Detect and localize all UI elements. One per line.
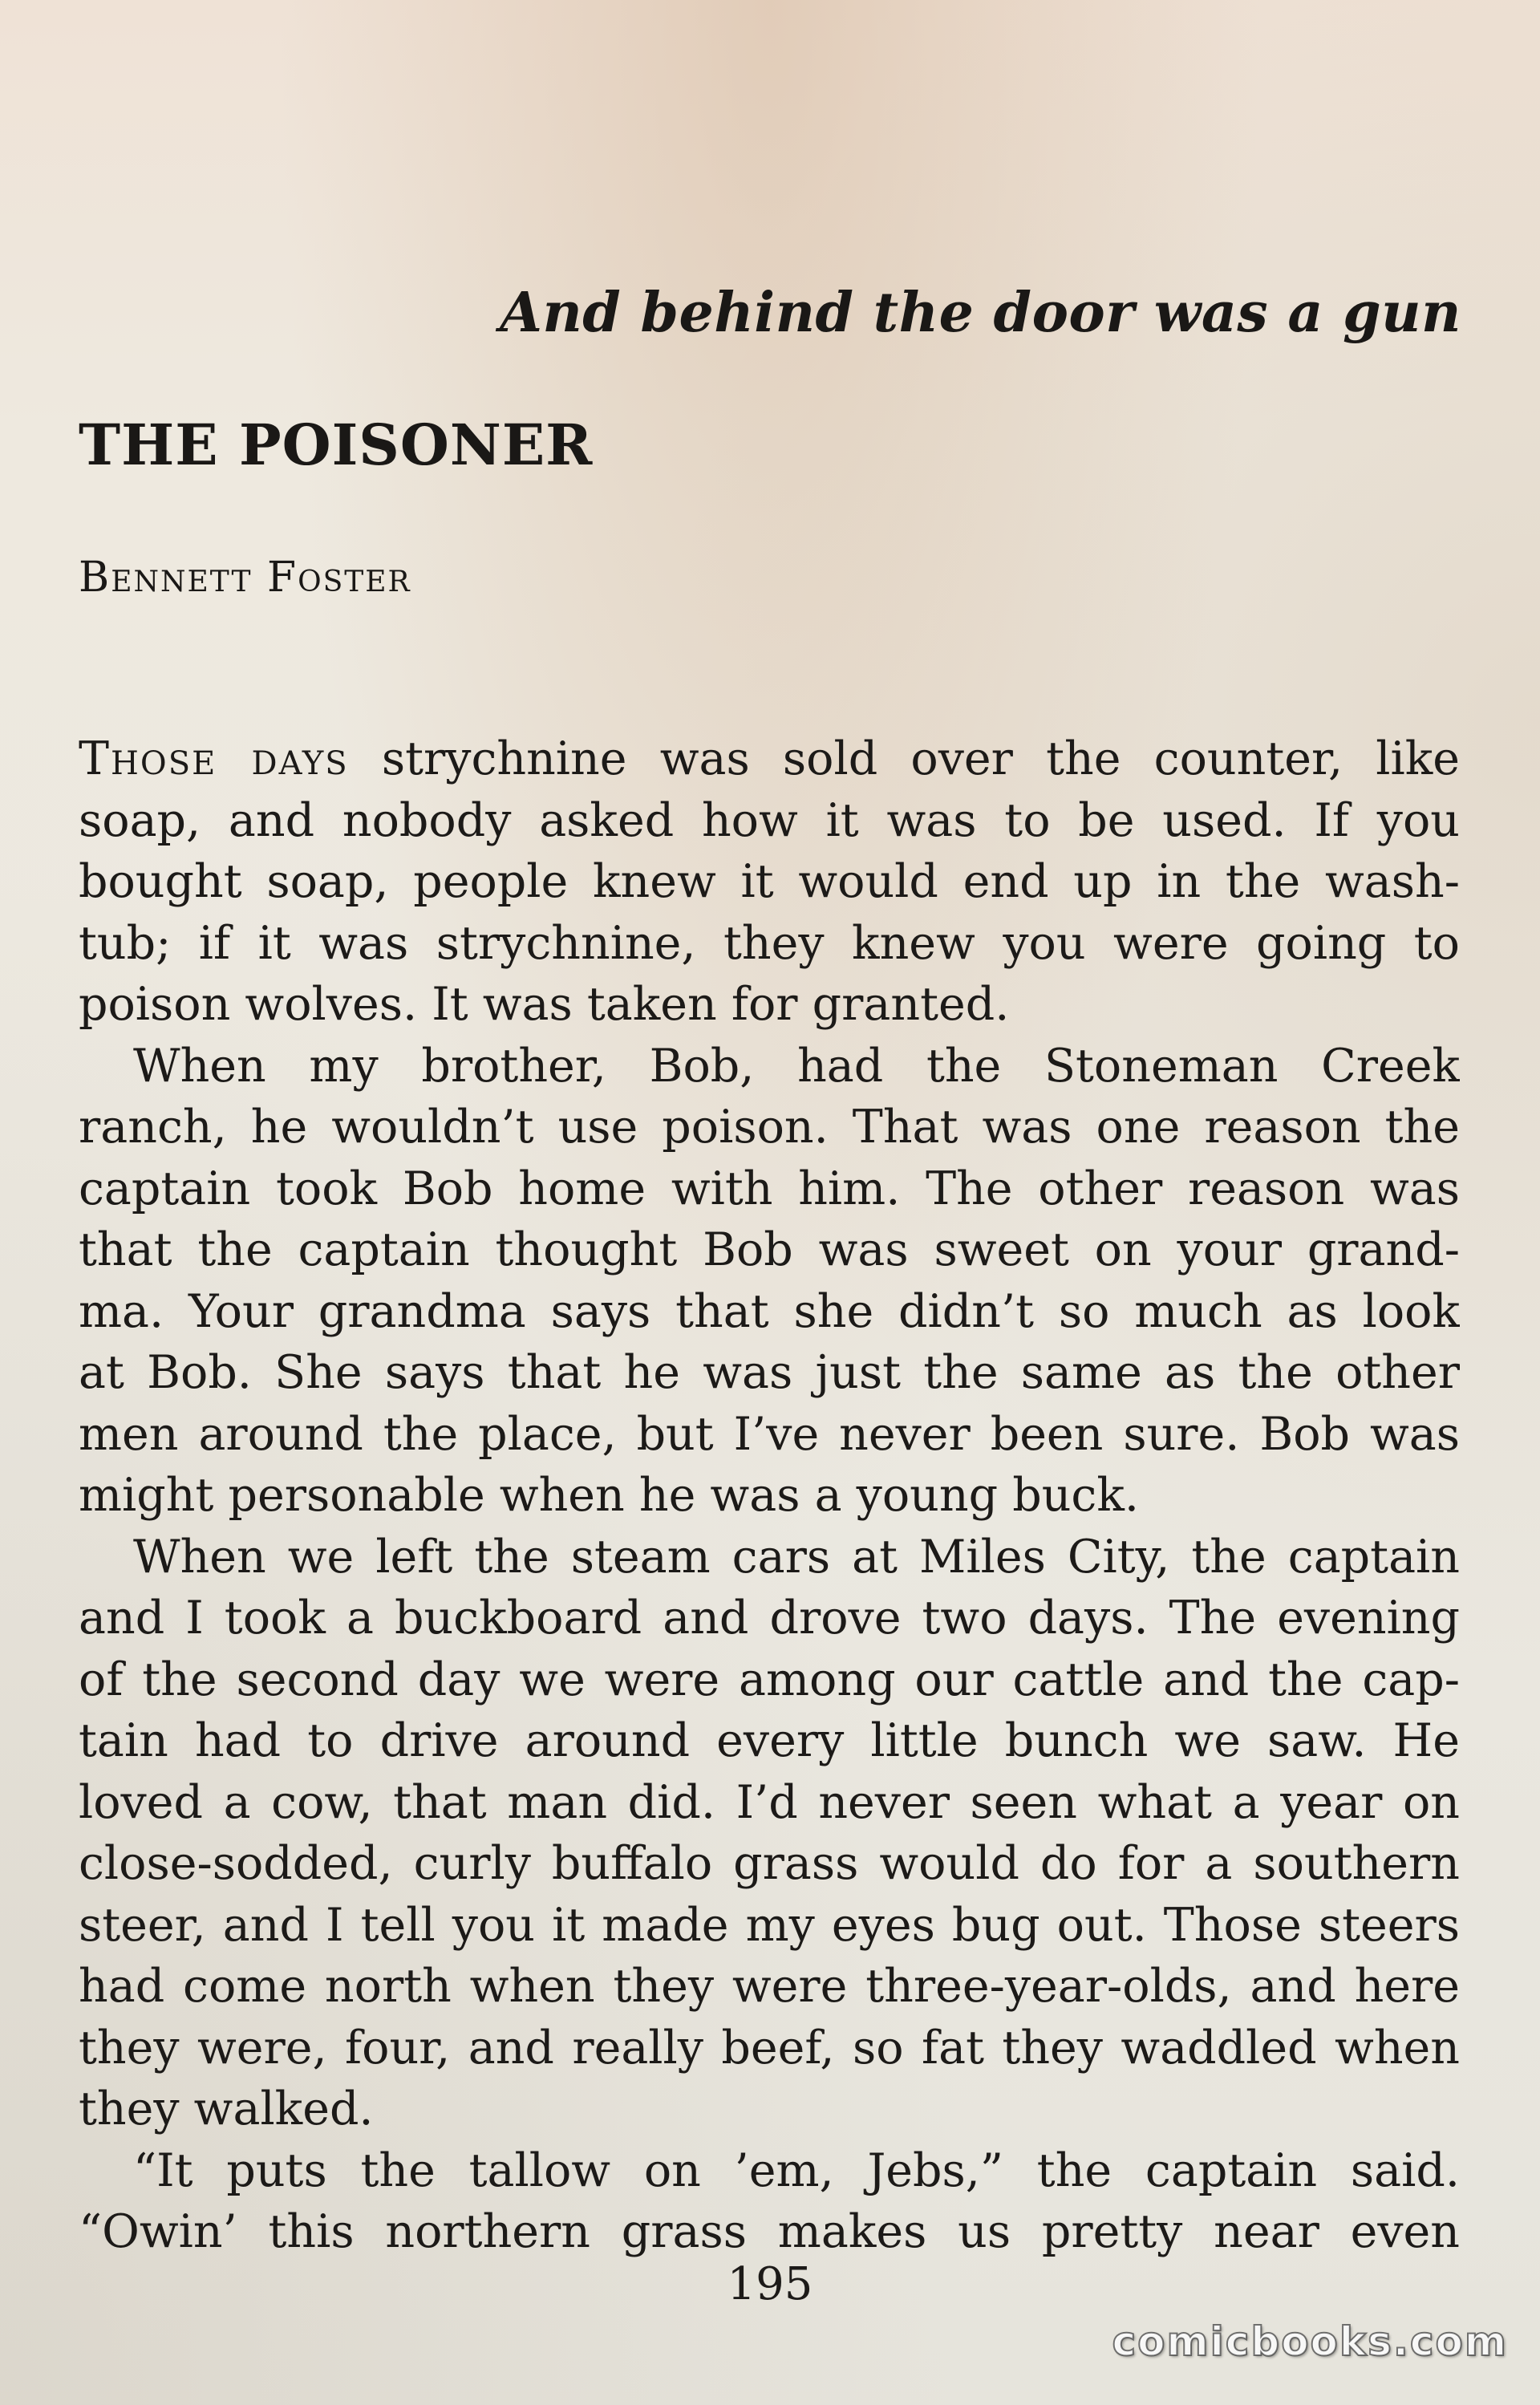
- body-line: might personable when he was a young buck.: [79, 1469, 1139, 1522]
- page-number: 195: [727, 2258, 813, 2310]
- body-line: tub; if it was strychnine, they knew you were going to: [79, 916, 1460, 970]
- body-line: had come north when they were three-year-olds, and here: [79, 1960, 1460, 2013]
- story-tagline: And behind the door was a gun: [500, 281, 1461, 345]
- body-line: poison wolves. It was taken for granted.: [79, 978, 1010, 1031]
- body-line: men around the place, but I’ve never been sure. Bob was: [79, 1407, 1460, 1461]
- body-line: bought soap, people knew it would end up in the wash-: [79, 855, 1460, 908]
- body-line: “Owin’ this northern grass makes us pretty near even: [79, 2205, 1460, 2258]
- lead-in-caps: Those days: [79, 732, 349, 785]
- author-byline: Bennett Foster: [79, 554, 411, 602]
- body-line: tain had to drive around every little bunch we saw. He: [79, 1714, 1460, 1767]
- body-line: and I took a buckboard and drove two days. The evening: [79, 1592, 1460, 1645]
- body-line: that the captain thought Bob was sweet on your grand-: [79, 1223, 1460, 1276]
- body-line: loved a cow, that man did. I’d never seen what a year on: [79, 1775, 1460, 1829]
- body-line: When my brother, Bob, had the Stoneman Creek: [133, 1039, 1460, 1093]
- body-line: steer, and I tell you it made my eyes bug out. Those steers: [79, 1898, 1460, 1952]
- body-line: ranch, he wouldn’t use poison. That was one reason the: [79, 1101, 1460, 1154]
- body-line: When we left the steam cars at Miles City, the captain: [133, 1530, 1460, 1584]
- watermark-logo: comicbooks.com: [1112, 2318, 1508, 2365]
- body-line: they were, four, and really beef, so fat they waddled when: [79, 2021, 1460, 2074]
- body-line: at Bob. She says that he was just the same as the other: [79, 1346, 1460, 1399]
- body-line: close-sodded, curly buffalo grass would do for a southern: [79, 1837, 1460, 1890]
- body-line: of the second day we were among our cattle and the cap-: [79, 1653, 1460, 1706]
- body-line: they walked.: [79, 2083, 374, 2135]
- body-line: ma. Your grandma says that she didn’t so much as look: [79, 1284, 1460, 1338]
- body-line: soap, and nobody asked how it was to be used. If you: [79, 793, 1460, 847]
- story-title: THE POISONER: [79, 412, 594, 478]
- body-line: captain took Bob home with him. The other reason was: [79, 1162, 1460, 1215]
- story-body: [79, 728, 1460, 2263]
- body-line: “It puts the tallow on ’em, Jebs,” the captain said.: [133, 2143, 1460, 2197]
- body-line: Those days strychnine was sold over the counter, like: [79, 732, 1460, 785]
